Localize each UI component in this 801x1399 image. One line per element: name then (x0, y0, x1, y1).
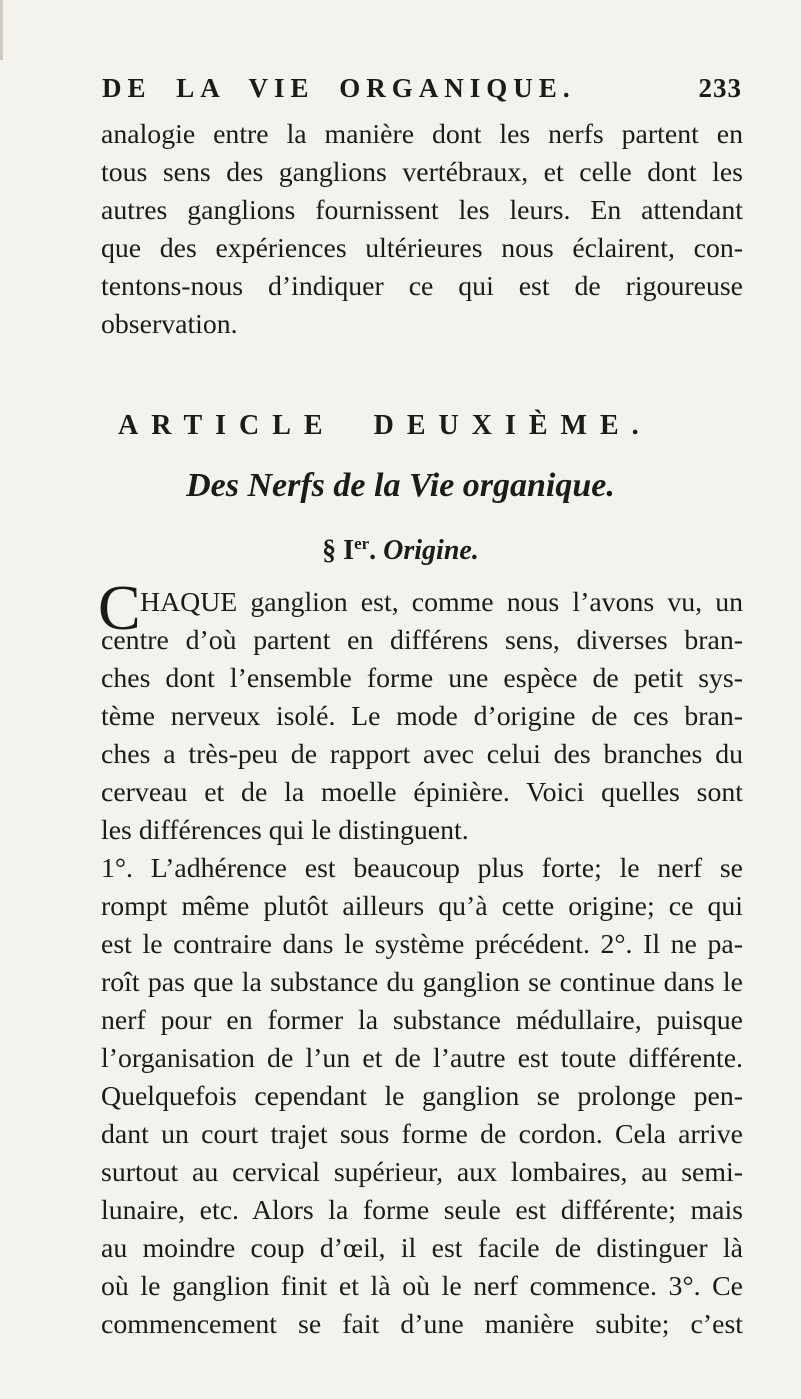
text-line: rompt même plutôt ailleurs qu’à cette origine; ce qui (101, 891, 743, 922)
text-line: lunaire, etc. Alors la forme seule est différente; mais (101, 1195, 743, 1226)
section-mark-sup: er (354, 534, 370, 553)
text-line: où le ganglion finit et là où le nerf commence. 3°. Ce (101, 1271, 743, 1302)
page-edge (0, 0, 3, 60)
text-line: l’organisation de l’un et de l’autre est toute différente. (101, 1043, 743, 1074)
text-line: centre d’où partent en différens sens, diverses bran- (101, 625, 743, 656)
text-line: que des expériences ultérieures nous éclairent, con- (101, 233, 743, 264)
text-line: surtout au cervical supérieur, aux lombaires, au semi- (101, 1157, 743, 1188)
text-line: analogie entre la manière dont les nerfs partent en (101, 119, 743, 150)
intro-paragraph (101, 116, 743, 344)
running-head (102, 73, 742, 113)
article-title: Des Nerfs de la Vie organique. (186, 467, 615, 504)
body-paragraph (101, 622, 743, 1344)
body-first-line-block (140, 584, 743, 622)
text-line: HAQUE ganglion est, comme nous l’avons vu, un (140, 587, 743, 618)
page-number: 233 (698, 73, 742, 103)
running-head-title: DE LA VIE ORGANIQUE. (102, 73, 576, 103)
text-line: ches a très-peu de rapport avec celui des branches du (101, 739, 743, 770)
section-mark: § I (322, 535, 355, 566)
text-line: commencement se fait d’une manière subite; c’est (101, 1309, 743, 1340)
text-line: dant un court trajet sous forme de cordon. Cela arrive (101, 1119, 743, 1150)
section-heading (0, 534, 801, 567)
text-line: tème nerveux isolé. Le mode d’origine de ces bran- (101, 701, 743, 732)
section-mark-dot: . (369, 535, 377, 566)
text-line: cerveau et de la moelle épinière. Voici quelles sont (101, 777, 743, 808)
article-heading: ARTICLE DEUXIÈME. (118, 410, 652, 441)
text-line: ches dont l’ensemble forme une espèce de petit sys- (101, 663, 743, 694)
text-line: 1°. L’adhérence est beaucoup plus forte; le nerf se (101, 853, 743, 884)
text-line: les différences qui le distinguent. (101, 815, 469, 846)
text-line: autres ganglions fournissent les leurs. En attendant (101, 195, 743, 226)
text-line: est le contraire dans le système précédent. 2°. Il ne pa- (101, 929, 743, 960)
text-line: au moindre coup d’œil, il est facile de distinguer là (101, 1233, 743, 1264)
drop-cap: C (98, 572, 141, 643)
text-line: roît pas que la substance du ganglion se continue dans le (101, 967, 743, 998)
text-line: Quelquefois cependant le ganglion se prolonge pen- (101, 1081, 743, 1112)
section-title: Origine. (383, 535, 479, 566)
text-line: observation. (101, 309, 238, 340)
text-line: tous sens des ganglions vertébraux, et celle dont les (101, 157, 743, 188)
text-line: tentons-nous d’indiquer ce qui est de rigoureuse (101, 271, 743, 302)
text-line: nerf pour en former la substance médullaire, puisque (101, 1005, 743, 1036)
